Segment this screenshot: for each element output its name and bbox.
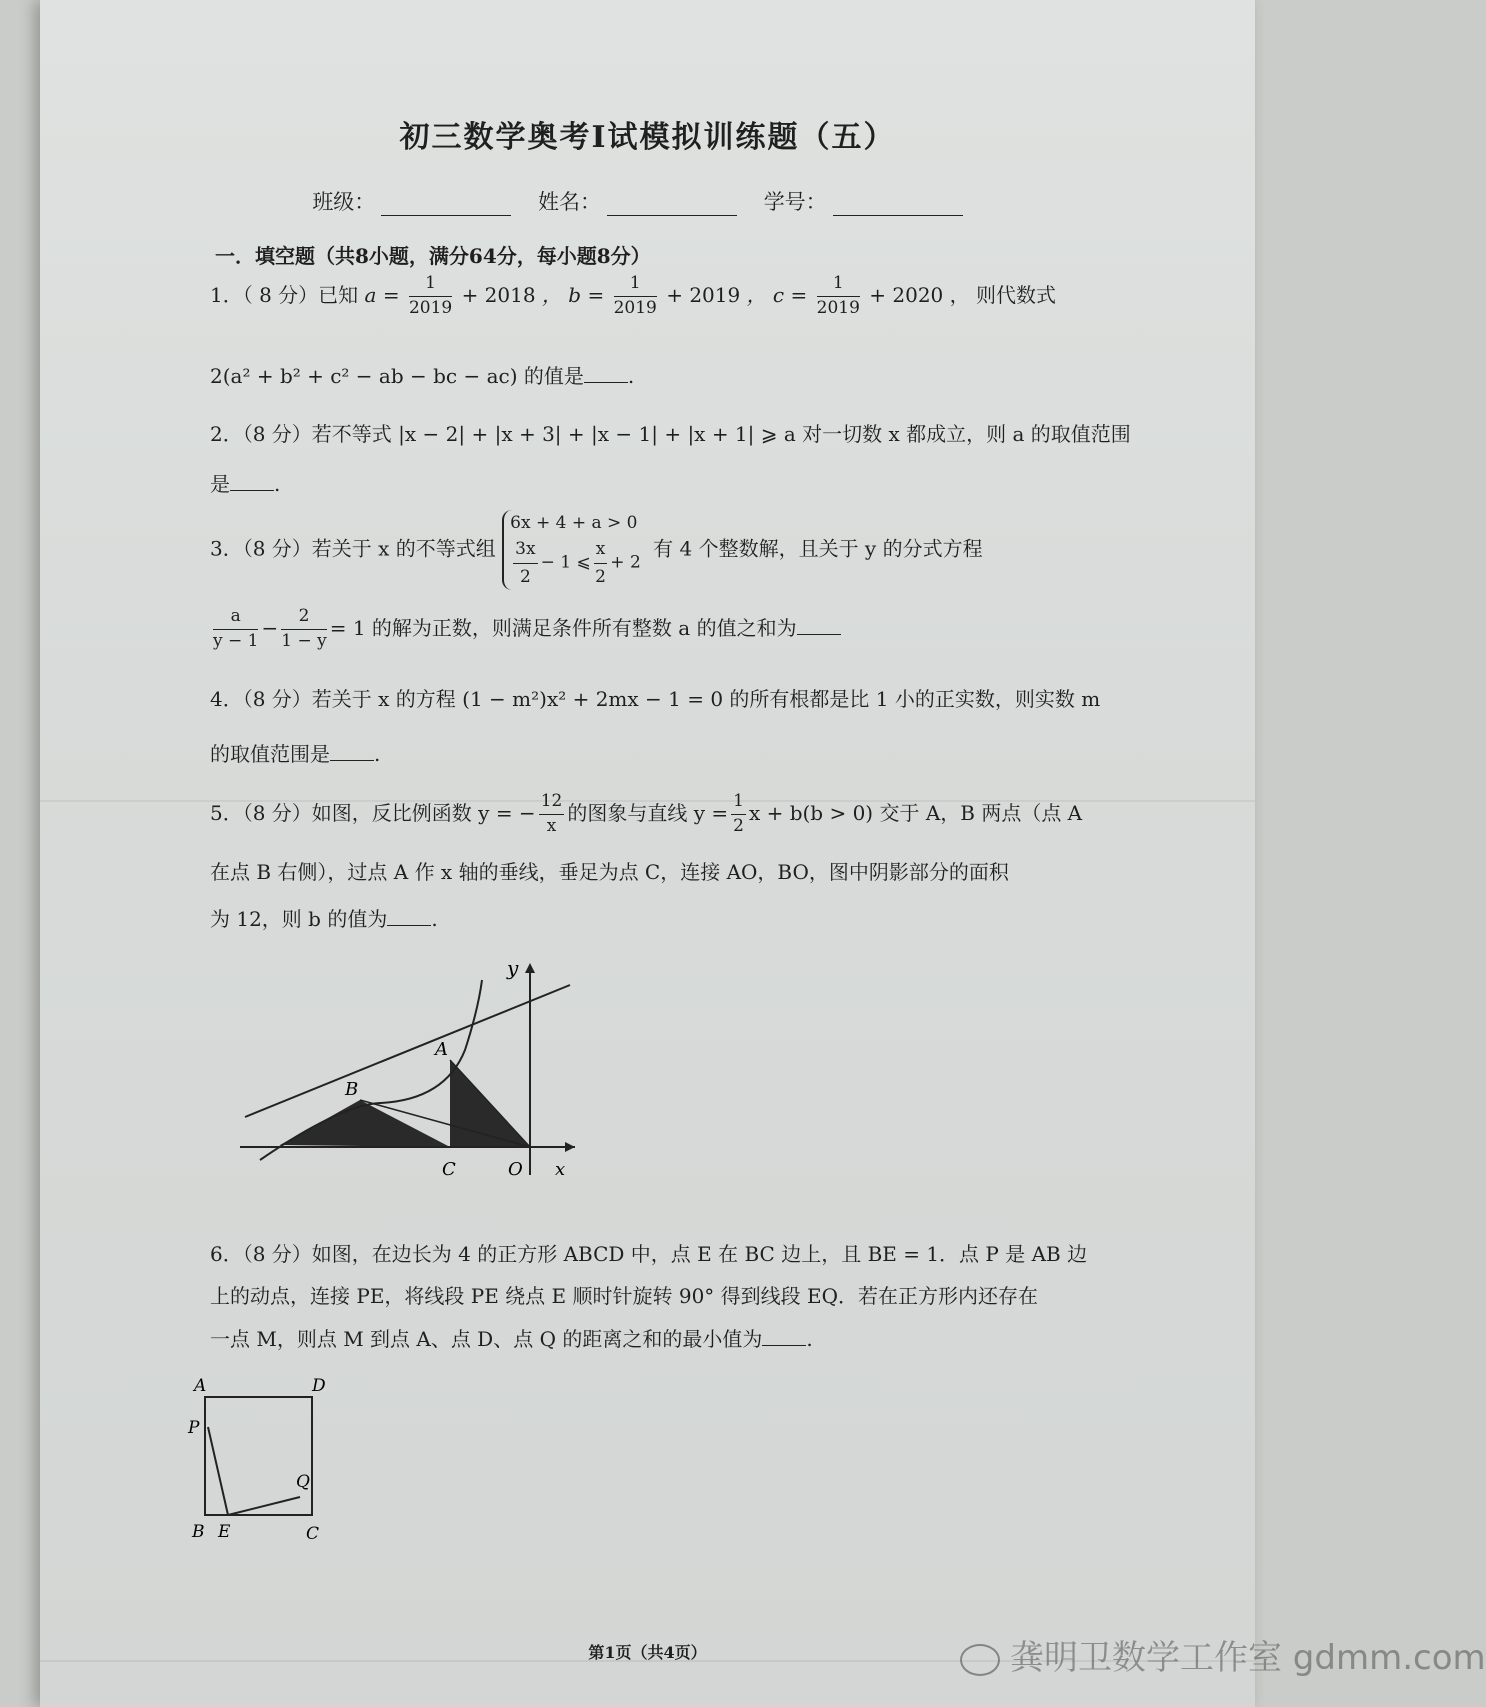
q1-fraction-a [409, 272, 452, 321]
q1-fraction-b [614, 272, 657, 321]
q5-end: . [431, 907, 438, 931]
frac-num: 12 [539, 790, 565, 815]
answer-blank [797, 616, 841, 635]
q3-suffix: 有 4 个整数解，且关于 y 的分式方程 [653, 536, 983, 561]
answer-blank [330, 742, 374, 761]
q1-line2: 2(a² + b² + c² − ab − bc − ac) 的值是 [210, 364, 584, 388]
frac-den: 2019 [816, 297, 860, 318]
frac-den: 1 − y [281, 630, 327, 651]
label-y: y [507, 956, 519, 980]
question-1 [210, 272, 1140, 321]
id-blank [833, 195, 963, 216]
page-footer: 第1页（共4页） [588, 1643, 707, 1662]
line-y-half-x-plus-b [245, 985, 570, 1117]
q5-mid: 的图象与直线 y = [567, 800, 729, 825]
question-4-line-2 [210, 740, 1140, 768]
question-2 [210, 420, 1140, 448]
label-c: C [306, 1524, 320, 1544]
q1-c: ， c = [746, 282, 808, 307]
frac-den: 2019 [613, 297, 657, 318]
label-d: D [312, 1376, 326, 1396]
question-3 [210, 510, 1140, 590]
q1-prefix: 1．（ 8 分）已知 [210, 282, 359, 307]
q5-tail: x + b(b > 0) 交于 A，B 两点（点 A [748, 800, 1083, 825]
q3-frac1 [213, 605, 258, 654]
answer-blank [584, 364, 628, 383]
class-blank [381, 195, 511, 216]
frac-den: 2 [733, 815, 744, 836]
q3-sys2-end: + 2 [610, 552, 641, 573]
question-6-line-2 [210, 1282, 1140, 1310]
q3-minus: − [261, 615, 279, 640]
name-label: 姓名： [538, 190, 601, 214]
q3-prefix: 3．（8 分）若关于 x 的不等式组 [210, 536, 496, 561]
frac-num: 2 [281, 605, 326, 630]
answer-blank [762, 1327, 806, 1346]
q6-line3: 一点 M，则点 M 到点 A、点 D、点 Q 的距离之和的最小值为 [210, 1327, 763, 1351]
frac-den: x [546, 815, 557, 836]
q1-b: ， b = [541, 282, 605, 307]
segment-pe [208, 1427, 228, 1515]
frac-num: 1 [409, 272, 452, 297]
y-axis-arrow [525, 963, 535, 973]
q5-prefix: 5．（8 分）如图，反比例函数 y = − [210, 800, 536, 825]
q1-fraction-c [817, 272, 860, 321]
q6-line1: 6．（8 分）如图，在边长为 4 的正方形 ABCD 中，点 E 在 BC 边上，且 BE = 1．点 P 是 AB 边 [210, 1242, 1088, 1266]
label-c: C [442, 1159, 456, 1180]
question-5 [210, 790, 1140, 839]
q2-line2: 是 [210, 472, 230, 496]
q4-line2: 的取值范围是 [210, 742, 330, 766]
q3-line2-tail: = 1 的解为正数，则满足条件所有整数 a 的值之和为 [329, 615, 797, 640]
frac-num: 3x [513, 536, 537, 563]
label-x: x [555, 1159, 566, 1180]
answer-blank [387, 907, 431, 926]
q4-end: . [374, 742, 381, 766]
question-4 [210, 685, 1140, 713]
q1-tail: ， 则代数式 [949, 282, 1056, 307]
q3-sys1: 6x + 4 + a > 0 [510, 513, 638, 533]
q3-sys2-frac1 [513, 536, 537, 590]
frac-den: 2019 [408, 297, 453, 318]
q5-frac1 [539, 790, 565, 839]
q3-frac2 [281, 605, 326, 654]
label-b: B [192, 1522, 205, 1542]
figure-6 [180, 1375, 360, 1545]
frac-den: 2 [519, 566, 531, 587]
figure-5 [190, 955, 630, 1195]
question-5-line-2 [210, 858, 1140, 886]
q2-line1: 2．（8 分）若不等式 |x − 2| + |x + 3| + |x − 1| + |x + 1| ⩾ a 对一切数 x 都成立，则 a 的取值范围 [210, 422, 1131, 446]
q6-line2: 上的动点，连接 PE，将线段 PE 绕点 E 顺时针旋转 90° 得到线段 EQ．若在正方形内还存在 [210, 1284, 1039, 1308]
frac-num: 1 [731, 790, 746, 815]
frac-den: y − 1 [213, 630, 259, 651]
question-3-line-2 [210, 605, 1140, 654]
label-e: E [218, 1522, 231, 1542]
watermark [960, 1630, 1486, 1679]
exam-paper [40, 0, 1486, 1707]
id-label: 学号： [763, 190, 827, 214]
frac-num: 1 [817, 272, 860, 297]
answer-blank [230, 472, 274, 491]
question-2-line-2 [210, 470, 1140, 498]
question-5-line-3 [210, 905, 1140, 933]
wechat-icon [960, 1644, 1000, 1676]
x-axis-arrow [565, 1142, 575, 1152]
section-heading: 一．填空题（共8小题，满分64分，每小题8分） [215, 244, 651, 268]
label-a: A [435, 1039, 448, 1060]
q4-line1: 4．（8 分）若关于 x 的方程 (1 − m²)x² + 2mx − 1 = 0 的所有根都是比 1 小的正实数，则实数 m [210, 687, 1101, 711]
frac-num: 1 [614, 272, 657, 297]
q5-line2: 在点 B 右侧），过点 A 作 x 轴的垂线，垂足为点 C，连接 AO，BO，图中阴影部分的面积 [210, 860, 1009, 884]
q1-a: a = [364, 282, 400, 307]
segment-eq [228, 1497, 300, 1515]
q1-end: . [627, 364, 635, 388]
shaded-triangle-obc [280, 1100, 450, 1147]
q2-end: . [274, 472, 281, 496]
watermark-text: 龚明卫数学工作室 gdmm.com [1010, 1638, 1486, 1678]
label-q: Q [296, 1472, 310, 1492]
q1-plus-b: + 2019 [666, 282, 741, 307]
q3-sys2-frac2 [594, 536, 608, 590]
label-p: P [188, 1418, 200, 1438]
q1-plus-c: + 2020 [869, 282, 944, 307]
label-b: B [345, 1079, 359, 1100]
name-blank [607, 195, 737, 216]
question-6 [210, 1240, 1140, 1268]
class-label: 班级： [312, 190, 376, 214]
q5-line3: 为 12，则 b 的值为 [210, 907, 388, 931]
frac-num: a [213, 605, 258, 630]
frac-num: x [594, 536, 608, 563]
page-title: 初三数学奥考Ⅰ试模拟训练题（五） [399, 120, 896, 155]
label-a: A [194, 1376, 207, 1396]
q3-sys2-mid: − 1 ⩽ [540, 552, 591, 573]
student-info [40, 186, 1255, 216]
label-o: O [508, 1159, 523, 1180]
q6-end: . [806, 1327, 813, 1351]
question-6-line-3 [210, 1325, 1140, 1353]
frac-den: 2 [595, 566, 606, 587]
question-1-line-2 [210, 362, 1140, 390]
q1-plus-a: + 2018 [461, 282, 536, 307]
q3-inequality-system [502, 510, 647, 590]
q5-frac2 [731, 790, 746, 839]
